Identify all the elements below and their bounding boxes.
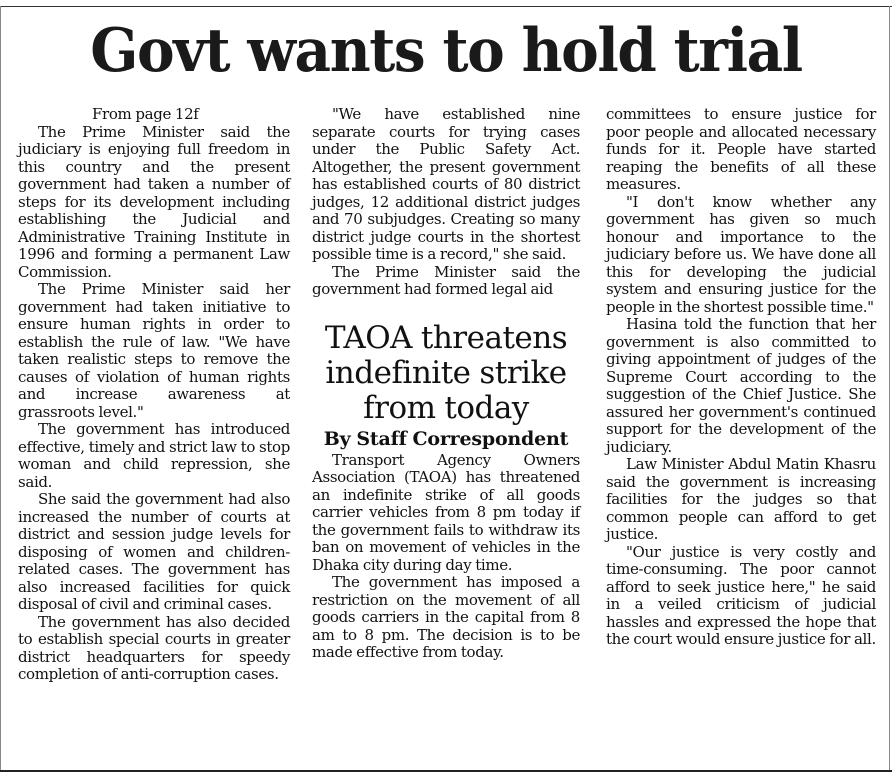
paragraph: The Prime Minister said the government had formed legal aid: [312, 262, 580, 298]
paragraph: The government has also decided to establish special courts in greater district headquarters for speedy completion of anti-corruption cases.: [18, 612, 290, 683]
article-column-2: [312, 106, 580, 662]
article-column-3: [606, 106, 876, 649]
continued-from-label: From page 12f: [92, 105, 199, 123]
paragraph: The Prime Minister said her government had taken initiative to ensure human rights in order to establish the rule of law. "We have taken realistic steps to remove the causes of violation of human rights and increase awareness at grassroots level.": [18, 280, 290, 421]
right-rule: [889, 6, 890, 771]
paragraph: She said the government had also increased the number of courts at district and session judge levels for disposing of women and children-related cases. The government has also increased facilities for quick disposal of civil and criminal cases.: [18, 490, 290, 613]
top-rule: [0, 6, 892, 7]
paragraph: Law Minister Abdul Matin Khasru said the government is increasing facilities for the judges so that common people can afford to get justice.: [606, 455, 876, 543]
paragraph: "I don't know whether any government has given so much honour and importance to the judiciary before us. We have done all this for developing the judicial system and ensuring justice for the people in the shortest possible time.": [606, 192, 876, 316]
main-headline: Govt wants to hold trial: [90, 16, 802, 86]
paragraph: The government has imposed a restriction on the movement of all goods carriers in the capital from 8 am to 8 pm. The decision is to be made effective from today.: [312, 573, 580, 661]
left-rule: [0, 6, 1, 771]
paragraph: Transport Agency Owners Association (TAOA) has threatened an indefinite strike of all goods carrier vehicles from 8 pm today if the government fails to withdraw its ban on movement of vehicles in the Dhaka city during day time.: [312, 450, 580, 574]
byline: By Staff Correspondent: [323, 427, 569, 450]
paragraph: "Our justice is very costly and time-consuming. The poor cannot afford to seek justice here," he said in a veiled criticism of judicial hassles and expressed the hope that the court would ensure justice for all.: [606, 542, 876, 648]
bottom-rule: [0, 770, 892, 772]
paragraph: "We have established nine separate courts for trying cases under the Public Safety Act. Altogether, the present government has established courts of 80 district judges, 12 additional district judges and 70 subjudges. Creating so many district judge courts in the shortest possible time is a record," she said.: [312, 105, 580, 263]
article-column-1: [18, 106, 290, 684]
second-story-headline: TAOA threatens indefinite strike from today: [324, 319, 568, 426]
paragraph: Hasina told the function that her government is also committed to giving appointment of judges of the Supreme Court according to the suggestion of the Chief Justice. She assured her government's continued support for the development of the judiciary.: [606, 315, 876, 456]
paragraph: The Prime Minister said the judiciary is enjoying full freedom in this country and the present government had taken a number of steps for its development including establishing the Judicial and Administrative Training Institute in 1996 and forming a permanent Law Commission.: [18, 122, 290, 281]
paragraph: The government has introduced effective, timely and strict law to stop woman and child repression, she said.: [18, 420, 290, 491]
paragraph: committees to ensure justice for poor people and allocated necessary funds for it. People have started reaping the benefits of all these measures.: [606, 105, 876, 193]
